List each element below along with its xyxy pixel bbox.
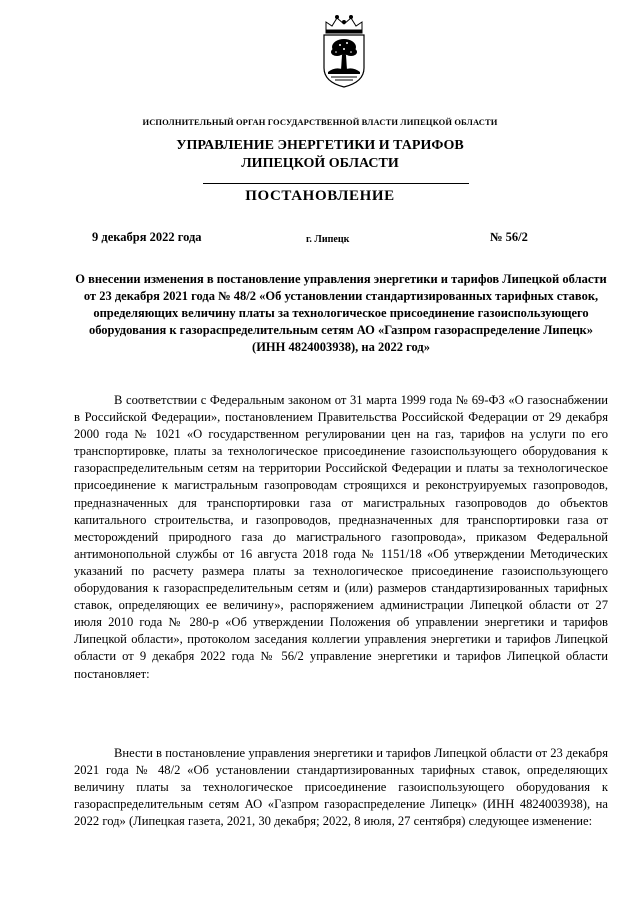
body-paragraph-preamble: В соответствии с Федеральным законом от 31 марта 1999 года № 69-ФЗ «О газоснабжении в Российской Федерации», постановлением Правительства Российской Федерации от 29 декабря 2000 года № 1021 «О государственном регулировании цен на газ, тарифов на услуги по его транспортировке, платы за технологическое присоединение газоиспользующего оборудования к газораспределительным сетям на территории Российской Федерации и платы за технологическое присоединение к магистральным газопроводам строящихся и реконструируемых газопроводов, предназначенных для транспортировки газа от магистральных газопроводов до объектов капитального строительства, и газопроводов, предназначенных для транспортировки газа от месторождений природного газа до магистрального газопровода», приказом Федеральной антимонопольной службы от 16 августа 2018 года № 1151/18 «Об утверждении Методических указаний по расчету размера платы за технологическое присоединение газоиспользующего оборудования к газораспределительным сетям и (или) размеров стандартизированных тарифных ставок, определяющих ее величину», распоряжением администрации Липецкой области от 27 июля 2010 года № 280-р «Об утверждении Положения об управлении энергетики и тарифов Липецкой области», протоколом заседания коллегии управления энергетики и тарифов Липецкой области от 9 декабря 2022 года № 56/2 управление энергетики и тарифов Липецкой области постановляет: bbox=[74, 393, 608, 681]
document-title: О внесении изменения в постановление управления энергетики и тарифов Липецкой области от 23 декабря 2021 года № 48/2 «Об установлении стандартизированных тарифных ставок, определяющих величину платы за технологическое присоединение газоиспользующего оборудования к газораспределительным сетям АО «Газпром газораспределение Липецк» (ИНН 4824003938), на 2022 год» bbox=[75, 272, 607, 354]
issuing-authority: ИСПОЛНИТЕЛЬНЫЙ ОРГАН ГОСУДАРСТВЕННОЙ ВЛАСТИ ЛИПЕЦКОЙ ОБЛАСТИ bbox=[142, 117, 498, 127]
lipetsk-coat-of-arms-emblem bbox=[318, 12, 370, 88]
document-city: г. Липецк bbox=[306, 234, 350, 245]
document-number: № 56/2 bbox=[490, 230, 528, 244]
document-type: ПОСТАНОВЛЕНИЕ bbox=[245, 188, 395, 204]
header-divider bbox=[203, 183, 469, 184]
department-name-line2: ЛИПЕЦКОЙ ОБЛАСТИ bbox=[241, 156, 399, 171]
department-name bbox=[0, 137, 640, 173]
department-name-line1: УПРАВЛЕНИЕ ЭНЕРГЕТИКИ И ТАРИФОВ bbox=[176, 138, 464, 153]
body-paragraph-resolution: Внести в постановление управления энергетики и тарифов Липецкой области от 23 декабря 2021 года № 48/2 «Об установлении стандартизированных тарифных ставок, определяющих величину платы за технологическое присоединение газоиспользующего оборудования к газораспределительным сетям АО «Газпром газораспределение Липецк» (ИНН 4824003938), на 2022 год» (Липецкая газета, 2021, 30 декабря; 2022, 8 июля, 27 сентября) следующее изменение: bbox=[74, 746, 608, 829]
document-date: 9 декабря 2022 года bbox=[92, 230, 202, 244]
